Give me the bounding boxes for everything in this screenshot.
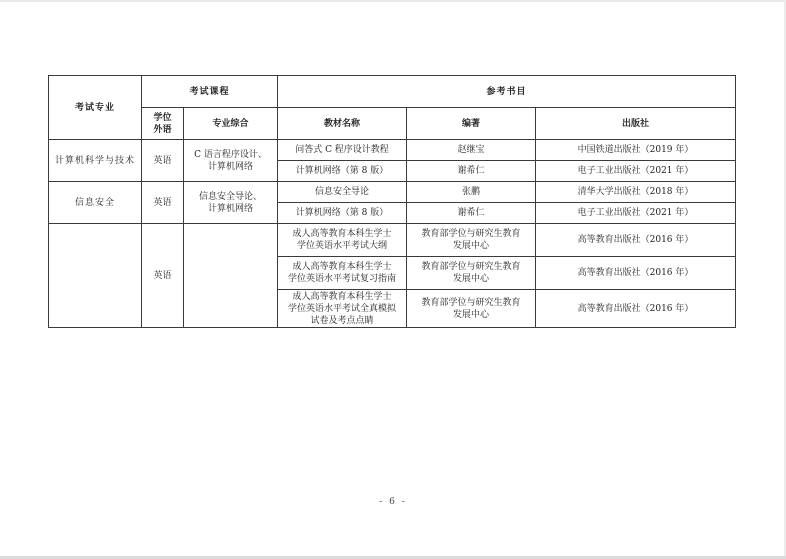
header-exam-courses: 考试课程 bbox=[142, 76, 278, 108]
book-publisher-cell: 中国铁道出版社（2019 年） bbox=[536, 140, 736, 161]
table-header-row bbox=[49, 76, 736, 108]
table-subheader-row bbox=[49, 108, 736, 140]
book-publisher-cell: 电子工业出版社（2021 年） bbox=[536, 161, 736, 182]
book-publisher-cell: 高等教育出版社（2016 年） bbox=[536, 257, 736, 290]
major-cell: 信息安全 bbox=[49, 182, 142, 224]
comprehensive-cell: 信息安全导论、 计算机网络 bbox=[184, 182, 278, 224]
book-title-cell: 计算机网络（第 8 版） bbox=[278, 203, 407, 224]
book-author-cell: 谢希仁 bbox=[407, 161, 536, 182]
reference-books-table bbox=[48, 75, 736, 328]
header-author: 编著 bbox=[407, 108, 536, 140]
header-exam-major: 考试专业 bbox=[49, 76, 142, 140]
book-author-cell: 教育部学位与研究生教育 发展中心 bbox=[407, 257, 536, 290]
major-cell: 计算机科学与技术 bbox=[49, 140, 142, 182]
header-degree-language: 学位 外语 bbox=[142, 108, 184, 140]
book-title-cell: 信息安全导论 bbox=[278, 182, 407, 203]
comprehensive-cell: C 语言程序设计、 计算机网络 bbox=[184, 140, 278, 182]
comprehensive-cell bbox=[184, 224, 278, 328]
book-title-cell: 成人高等教育本科生学士 学位英语水平考试全真模拟 试卷及考点点睛 bbox=[278, 290, 407, 328]
book-title-cell: 问答式 C 程序设计教程 bbox=[278, 140, 407, 161]
book-publisher-cell: 清华大学出版社（2018 年） bbox=[536, 182, 736, 203]
book-title-cell: 成人高等教育本科生学士 学位英语水平考试复习指南 bbox=[278, 257, 407, 290]
header-major-comprehensive: 专业综合 bbox=[184, 108, 278, 140]
header-publisher: 出版社 bbox=[536, 108, 736, 140]
book-publisher-cell: 高等教育出版社（2016 年） bbox=[536, 290, 736, 328]
page-top-edge bbox=[0, 0, 786, 2]
book-title-cell: 成人高等教育本科生学士 学位英语水平考试大纲 bbox=[278, 224, 407, 257]
table-row bbox=[49, 182, 736, 203]
book-author-cell: 张鹏 bbox=[407, 182, 536, 203]
book-title-cell: 计算机网络（第 8 版） bbox=[278, 161, 407, 182]
book-publisher-cell: 高等教育出版社（2016 年） bbox=[536, 224, 736, 257]
major-cell bbox=[49, 224, 142, 328]
book-author-cell: 谢希仁 bbox=[407, 203, 536, 224]
language-cell: 英语 bbox=[142, 224, 184, 328]
book-author-cell: 教育部学位与研究生教育 发展中心 bbox=[407, 290, 536, 328]
page-number: - 6 - bbox=[379, 497, 407, 507]
header-reference-books: 参考书目 bbox=[278, 76, 736, 108]
table-row bbox=[49, 224, 736, 257]
book-author-cell: 教育部学位与研究生教育 发展中心 bbox=[407, 224, 536, 257]
language-cell: 英语 bbox=[142, 140, 184, 182]
book-author-cell: 赵继宝 bbox=[407, 140, 536, 161]
book-publisher-cell: 电子工业出版社（2021 年） bbox=[536, 203, 736, 224]
header-book-title: 教材名称 bbox=[278, 108, 407, 140]
language-cell: 英语 bbox=[142, 182, 184, 224]
table-row bbox=[49, 140, 736, 161]
